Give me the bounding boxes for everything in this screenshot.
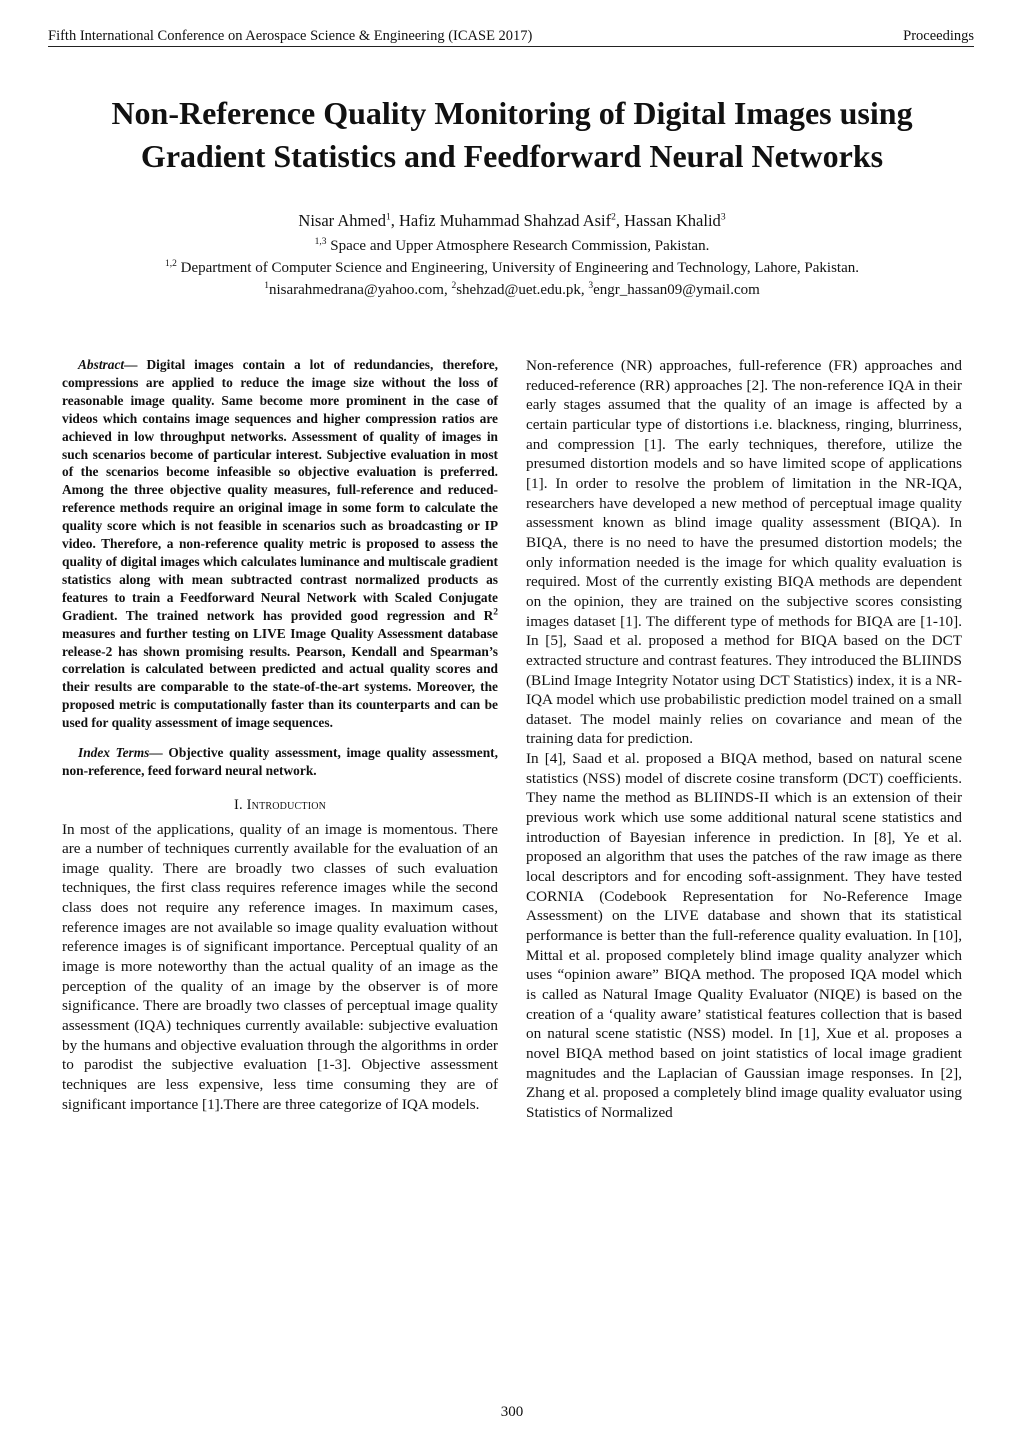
email-mark: 3 [588,281,594,291]
author-affiliation-mark: 3 [720,212,726,223]
left-column [62,356,498,1114]
author-name: Hafiz Muhammad Shahzad Asif [398,211,612,230]
affiliation-mark: 1,2 [165,259,177,269]
author-emails [40,280,984,300]
affiliation-line-1 [40,236,984,256]
r-squared-superscript: 2 [493,607,498,618]
paper-title [40,92,984,178]
email-2: shehzad@uet.edu.pk, [456,282,589,298]
paper-title-line-1: Non-Reference Quality Monitoring of Digital Images using [111,95,913,131]
body-paragraph: Non-reference (NR) approaches, full-reference (FR) approaches and reduced-reference (RR) approaches [2]. The non-reference IQA in their early stages assumed that the quality of an image is affected by a certain particular type of distortions i.e. blackness, ringing, blurriness, and compression [1]. The early techniques, therefore, utilize the presumed distortion models and so have limited scope of applications [1]. In order to resolve the problem of limitation in the NR-IQA, researchers have developed a new method of perceptual image quality assessment known as blind image quality assessment (BIQA). In BIQA, there is no need to have the presumed distortion models; the only information needed is the image for which quality evaluation is required. Most of the currently existing BIQA methods are dependent on the opinion, they are trained on the subjective scores consisting images dataset [1]. The different type of methods for BIQA are [1-10]. In [5], Saad et al. proposed a method for BIQA based on the DCT extracted structure and contrast features. They introduced the BLIINDS (BLind Image Integrity Notator using DCT Statistics) index, it is a NR-IQA model which use probabilistic prediction model trained on a small dataset. The model mainly relies on covariance and mean of the training data for prediction. [526,357,962,748]
abstract [62,356,498,732]
conference-name: Fifth International Conference on Aerospace Science & Engineering (ICASE 2017) [48,28,533,44]
running-header [48,26,974,47]
paper-title-line-2: Gradient Statistics and Feedforward Neural Networks [140,138,884,174]
author-list: Nisar Ahmed$^1$, Hafiz Muhammad Shahzad Asif$^2$, Hassan Khalid$^3$ [298,211,726,230]
index-terms [62,744,498,780]
affiliation-mark: 1,3 [314,237,327,247]
introduction-paragraph: In most of the applications, quality of an image is momentous. There are a number of techniques currently available for the evaluation of an image quality. There are broadly two classes of such evaluation techniques, the first class requires reference images while the second class does not require any reference images. In maximum cases, reference images are not available so image quality evaluation without reference images is of significant importance. Perceptual quality of an image is more noteworthy than the actual quality of an image as the perception of the quality of an image by the observer is of more significance. There are broadly two classes of perceptual image quality assessment (IQA) techniques currently available: subjective evaluation by the humans and objective evaluation through the algorithms in order to parodist the subjective evaluation [1-3]. Objective assessment techniques are less expensive, less time consuming they are of significant importance [1].There are three categorize of IQA models. [62,820,498,1113]
author-name: Nisar Ahmed [298,211,386,230]
proceedings-label: Proceedings [903,28,974,44]
affiliation-text: Space and Upper Atmosphere Research Commission, Pakistan. [330,238,710,254]
affiliation-text: Department of Computer Science and Engineering, University of Engineering and Technology, Lahore, Pakistan. [180,260,859,276]
author-affiliation-mark: 2 [611,212,616,223]
email-mark: 2 [451,281,457,291]
body-paragraph: In [4], Saad et al. proposed a BIQA method, based on natural scene statistics (NSS) model of discrete cosine transform (DCT) coefficients. They name the method as BLIINDS-II which is an extension of their previous work which use some additional natural scene statistics and introduction of Bayesian inference in prediction. In [8], Ye et al. proposed an algorithm that uses the patches of the raw image as there local descriptors and for encoding soft-assignment. They have tested CORNIA (Codebook Representation for No-Reference Image Assessment) on the LIVE database and shown that its statistical performance is better than the full-reference quality evaluation. In [10], Mittal et al. proposed completely blind image quality analyzer which uses “opinion aware” BIQA method. The proposed IQA model which is called as Natural Image Quality Evaluator (NIQE) is based on the creation of a ‘quality aware’ statistical features collection that is based on natural scene statistic (NSS) model. In [1], Xue et al. proposes a novel BIQA method based on joint statistics of local image gradient magnitudes and the Laplacian of Gaussian image responses. In [2], Zhang et al. proposed a completely blind image quality evaluator using Statistics of Normalized [526,750,962,1121]
author-affiliation-mark: 1 [385,212,391,223]
right-column [526,356,962,1123]
abstract-label: Abstract— [78,357,138,372]
email-3: engr_hassan09@ymail.com [593,282,760,298]
author-name: Hassan Khalid [624,211,721,230]
abstract-text-continued: measures and further testing on LIVE Image Quality Assessment database release-2 has shown promising results. Pearson, Kendall and Spearman’s correlation is calculated between predicted and actual quality scores and their results are comparable to the state-of-the-art systems. Moreover, the proposed metric is computationally faster than its counterparts and can be used for quality assessment of image sequences. [62,625,498,731]
page-number: 300 [500,1404,524,1420]
email-mark: 1 [264,281,269,291]
email-1: nisarahmedrana@yahoo.com, [268,282,452,298]
index-terms-label: Index Terms— [78,745,163,761]
index-terms-text: Objective quality assessment, image quality assessment, non-reference, feed forward neural network. [62,745,498,778]
affiliation-line-2 [40,258,984,278]
section-heading-introduction: I. Introduction [233,796,327,813]
abstract-text: Digital images contain a lot of redundancies, therefore, compressions are applied to reduce the image size without the loss of reasonable image quality. Same become more prominent in the case of videos which contains image sequences and higher compression ratios are achieved in low throughput networks. Assessment of quality of images in such scenarios become of particular interest. Subjective evaluation in most of the scenarios become infeasible so objective evaluation is preferred. Among the three objective quality measures, full-reference and reduced-reference methods require an original image in some form to calculate the quality score which is not feasible in scenarios such as broadcasting or IP video. Therefore, a non-reference quality metric is proposed to assess the quality of digital images which calculates luminance and multiscale gradient statistics along with mean subtracted contrast normalized products as features to train a Feedforward Neural Network with Scaled Conjugate Gradient. The trained network has provided good regression and R [62,357,498,623]
